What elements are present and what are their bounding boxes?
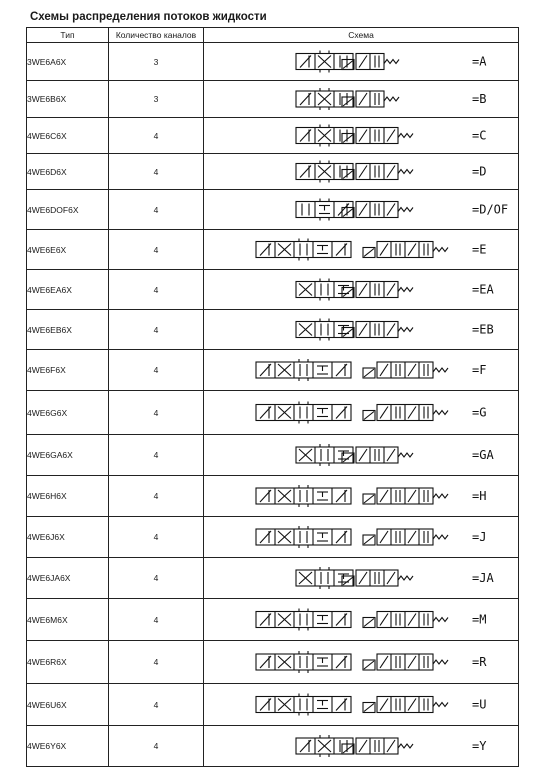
table-row [27,230,519,270]
channels-cell: 4 [109,190,204,230]
type-cell: 4WE6JA6X [27,558,109,599]
type-cell: 4WE6F6X [27,350,109,391]
valve-symbol [256,402,351,424]
header-type: Тип [27,28,109,43]
type-cell: 4WE6Y6X [27,726,109,767]
actuator-symbol [363,654,448,670]
channels-cell: 3 [109,81,204,118]
type-cell: 4WE6E6X [27,230,109,270]
table-row [27,599,519,641]
table-row [27,684,519,726]
scheme-cell [204,190,519,230]
valve-diagram [204,684,519,725]
scheme-cell [204,599,519,641]
actuator-symbol [342,91,399,107]
table-row [27,641,519,684]
scheme-code: =C [472,128,487,143]
type-cell: 3WE6B6X [27,81,109,118]
channels-cell: 4 [109,558,204,599]
scheme-cell [204,154,519,190]
channels-cell: 4 [109,641,204,684]
scheme-cell [204,435,519,476]
scheme-code: =U [472,697,487,712]
channels-cell: 4 [109,230,204,270]
scheme-code: =E [472,242,487,257]
scheme-code: =B [472,92,487,106]
header-scheme: Схема [204,28,519,43]
actuator-symbol [363,529,448,545]
valve-symbol [256,526,351,548]
scheme-code: =D [472,164,487,179]
flow-schemes-table [26,27,519,767]
valve-diagram [204,43,519,80]
channels-cell: 4 [109,726,204,767]
actuator-symbol [363,697,448,713]
type-cell: 4WE6EA6X [27,270,109,310]
valve-diagram [204,230,519,269]
table-row [27,43,519,81]
type-cell: 4WE6D6X [27,154,109,190]
valve-symbol [256,609,351,631]
valve-symbol [256,485,351,507]
scheme-cell [204,310,519,350]
table-row [27,435,519,476]
channels-cell: 4 [109,154,204,190]
scheme-code: =H [472,489,487,503]
scheme-cell [204,476,519,517]
type-cell: 4WE6J6X [27,517,109,558]
channels-cell: 4 [109,435,204,476]
scheme-cell [204,641,519,684]
scheme-code: =GA [472,448,494,462]
scheme-code: =JA [472,571,494,585]
type-cell: 4WE6DOF6X [27,190,109,230]
table-row [27,391,519,435]
page-title: Схемы распределения потоков жидкости [30,11,267,23]
valve-diagram [204,118,519,153]
table-row [27,476,519,517]
valve-diagram [204,599,519,640]
scheme-code: =EB [472,322,494,337]
table-row [27,190,519,230]
scheme-code: =J [472,530,487,544]
valve-diagram [204,190,519,229]
channels-cell: 4 [109,599,204,641]
table-row [27,517,519,558]
actuator-symbol [363,488,448,504]
table-row [27,81,519,118]
type-cell: 4WE6R6X [27,641,109,684]
actuator-symbol [363,362,448,378]
scheme-code: =A [472,54,487,69]
valve-diagram [204,154,519,189]
table-row [27,310,519,350]
valve-diagram [204,310,519,349]
scheme-cell [204,230,519,270]
table-row [27,350,519,391]
actuator-symbol [342,54,399,70]
type-cell: 4WE6U6X [27,684,109,726]
valve-diagram [204,558,519,598]
scheme-code: =M [472,612,487,627]
channels-cell: 4 [109,270,204,310]
valve-symbol [256,239,351,261]
table-row [27,118,519,154]
type-cell: 4WE6H6X [27,476,109,517]
scheme-cell [204,726,519,767]
header-channels: Количество каналов [109,28,204,43]
actuator-symbol [363,242,448,258]
type-cell: 4WE6GA6X [27,435,109,476]
scheme-cell [204,270,519,310]
actuator-symbol [363,405,448,421]
valve-diagram [204,641,519,683]
scheme-code: =F [472,363,487,377]
scheme-cell [204,81,519,118]
valve-diagram [204,270,519,309]
channels-cell: 4 [109,350,204,391]
channels-cell: 4 [109,391,204,435]
valve-diagram [204,81,519,117]
table-row [27,558,519,599]
scheme-code: =EA [472,282,494,297]
channels-cell: 4 [109,684,204,726]
scheme-cell [204,350,519,391]
valve-diagram [204,726,519,766]
valve-diagram [204,435,519,475]
scheme-code: =D/OF [472,202,509,217]
table-header-row [27,28,519,43]
scheme-cell [204,43,519,81]
scheme-cell [204,517,519,558]
type-cell: 4WE6M6X [27,599,109,641]
valve-symbol [256,359,351,381]
table-row [27,154,519,190]
scheme-code: =G [472,405,487,420]
table-row [27,726,519,767]
valve-diagram [204,517,519,557]
scheme-cell [204,118,519,154]
scheme-code: =Y [472,739,487,753]
valve-symbol [256,651,351,673]
scheme-cell [204,391,519,435]
valve-diagram [204,350,519,390]
type-cell: 4WE6EB6X [27,310,109,350]
scheme-cell [204,558,519,599]
valve-symbol [256,694,351,716]
valve-diagram [204,476,519,516]
channels-cell: 4 [109,310,204,350]
scheme-cell [204,684,519,726]
channels-cell: 3 [109,43,204,81]
type-cell: 3WE6A6X [27,43,109,81]
valve-diagram [204,391,519,434]
channels-cell: 4 [109,476,204,517]
type-cell: 4WE6C6X [27,118,109,154]
channels-cell: 4 [109,517,204,558]
channels-cell: 4 [109,118,204,154]
type-cell: 4WE6G6X [27,391,109,435]
actuator-symbol [363,612,448,628]
scheme-code: =R [472,655,487,669]
table-row [27,270,519,310]
